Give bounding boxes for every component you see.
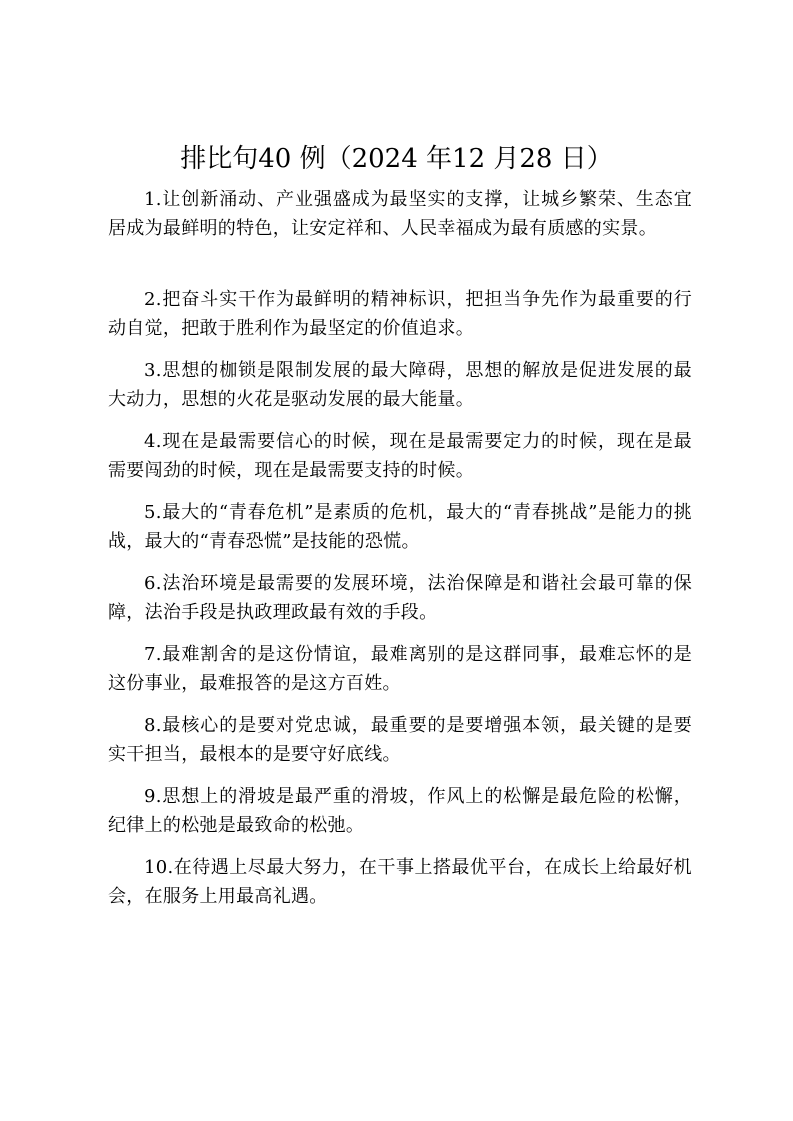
paragraph-9: 9.思想上的滑坡是最严重的滑坡，作风上的松懈是最危险的松懈，纪律上的松弛是最致命的松弛。 bbox=[108, 786, 692, 836]
paragraph-2: 2.把奋斗实干作为最鲜明的精神标识，把担当争先作为最重要的行动自觉，把敢于胜利作为最坚定的价值追求。 bbox=[108, 289, 692, 339]
paragraph-8: 8.最核心的是要对党忠诚，最重要的是要增强本领，最关键的是要实干担当，最根本的是要守好底线。 bbox=[108, 715, 692, 765]
paragraph-4: 4.现在是最需要信心的时候，现在是最需要定力的时候，现在是最需要闯劲的时候，现在是最需要支持的时候。 bbox=[108, 431, 692, 481]
paragraph-7: 7.最难割舍的是这份情谊，最难离别的是这群同事，最难忘怀的是这份事业，最难报答的是这方百姓。 bbox=[108, 644, 692, 694]
paragraph-10: 10.在待遇上尽最大努力，在干事上搭最优平台，在成长上给最好机会，在服务上用最高礼遇。 bbox=[108, 857, 692, 907]
document-title: 排比句40 例（2024 年12 月28 日） bbox=[180, 144, 613, 174]
paragraph-6: 6.法治环境是最需要的发展环境，法治保障是和谐社会最可靠的保障，法治手段是执政理政最有效的手段。 bbox=[108, 573, 692, 623]
paragraph-1: 1.让创新涌动、产业强盛成为最坚实的支撑，让城乡繁荣、生态宜居成为最鲜明的特色，让安定祥和、人民幸福成为最有质感的实景。 bbox=[108, 189, 692, 239]
paragraph-3: 3.思想的枷锁是限制发展的最大障碍，思想的解放是促进发展的最大动力，思想的火花是驱动发展的最大能量。 bbox=[108, 360, 692, 410]
paragraph-5: 5.最大的“青春危机”是素质的危机，最大的“青春挑战”是能力的挑战，最大的“青春恐慌”是技能的恐慌。 bbox=[108, 502, 692, 552]
